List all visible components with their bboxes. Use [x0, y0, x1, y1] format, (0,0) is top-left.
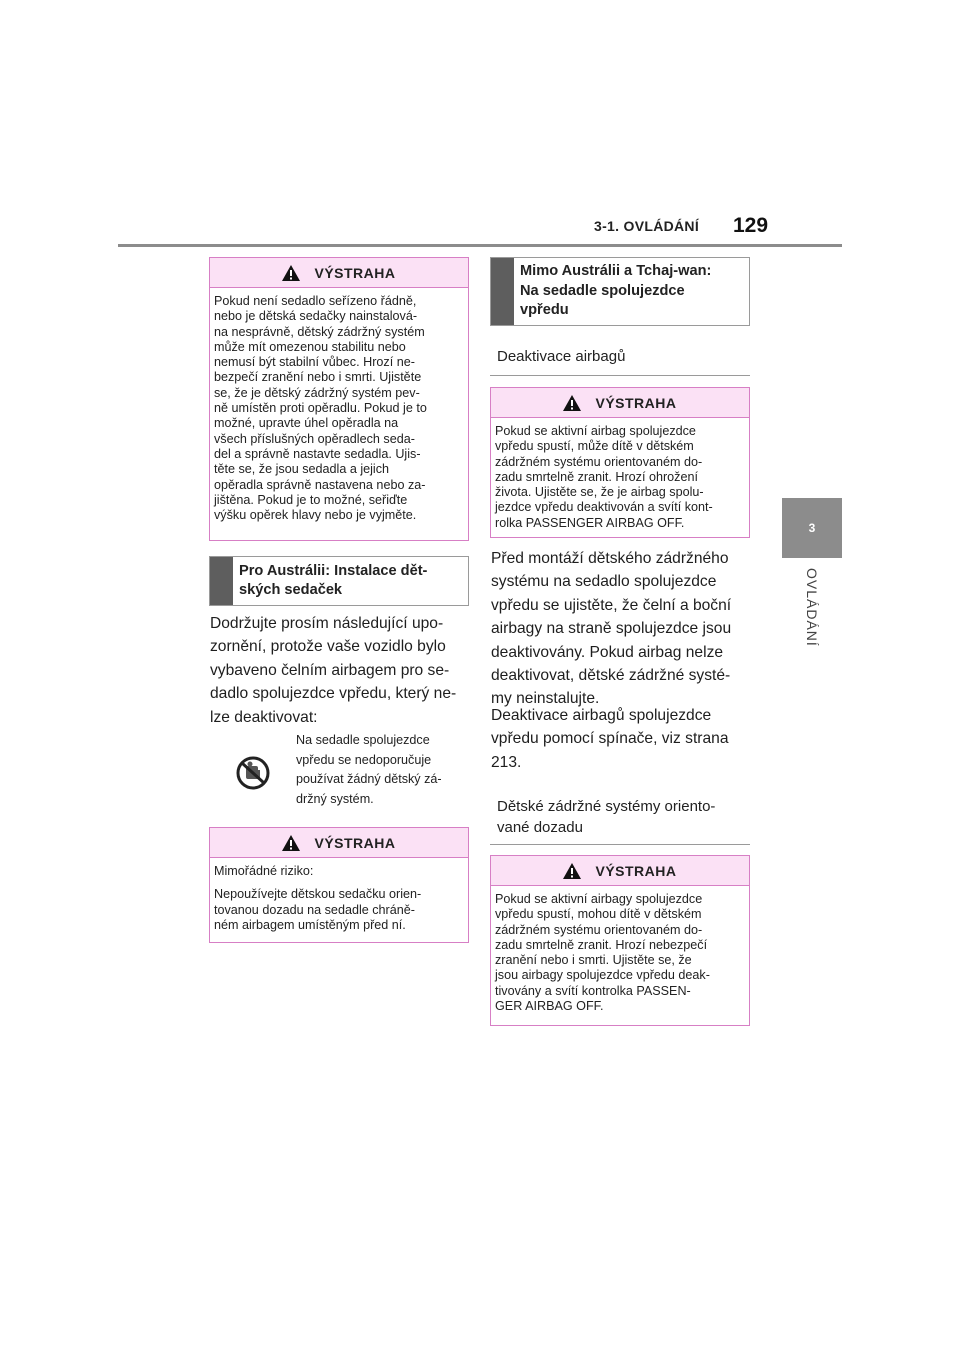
- line: Deaktivace airbagů spolujezdce: [491, 707, 712, 724]
- chapter-number: 3: [808, 521, 816, 535]
- paragraph-australia: [210, 612, 480, 729]
- warning-text: [491, 886, 749, 1014]
- line: tovanou dozadu na sedadle chráně-: [214, 902, 415, 917]
- heading-text: [514, 262, 717, 321]
- line: bezpečí zranění nebo i smrti. Ujistěte: [214, 370, 422, 385]
- icon-note: [296, 731, 466, 809]
- warning-header: [491, 856, 749, 886]
- line: Pokud se aktivní airbag spolujezdce: [495, 424, 696, 438]
- line: my neinstalujte.: [491, 690, 600, 708]
- line: del a správně nastavte sedadla. Ujis-: [214, 446, 421, 461]
- line: 213.: [491, 753, 522, 771]
- heading-line: vpředu: [520, 302, 569, 319]
- line: systému na sedadlo spolujezdce: [491, 573, 717, 591]
- subheading-airbag-deactivation: Deaktivace airbagů: [490, 347, 750, 376]
- line: těte se, že jsou sedadla a jejich: [214, 462, 390, 477]
- heading-line: Na sedadle spolujezdce: [520, 282, 685, 299]
- page-number: 129: [733, 214, 769, 237]
- warning-box-extreme-risk: [209, 827, 469, 943]
- heading-bar: [491, 258, 514, 325]
- line: jištěna. Pokud je to možné, seřiďte: [214, 492, 408, 507]
- line: ně umístěn proti opěradlu. Pokud je to: [214, 401, 427, 416]
- warning-box-airbag: [490, 387, 750, 538]
- line: zornění, protože vaše vozidlo bylo: [210, 638, 446, 656]
- heading-line: ských sedaček: [239, 582, 343, 598]
- line: airbagy na straně spolujezdce jsou: [491, 620, 732, 638]
- subheading-rear-facing: [490, 796, 750, 845]
- line: Nepoužívejte dětskou sedačku orien-: [214, 887, 422, 902]
- line: může mít omezenou stabilitu nebo: [214, 339, 406, 354]
- warning-text: [210, 288, 468, 523]
- line: života. Ujistěte se, že je airbag spolu-: [495, 485, 704, 500]
- line: Pokud není sedadlo seřízeno řádně,: [214, 294, 417, 308]
- line: jezdce vpředu deaktivován a svítí kont-: [495, 500, 713, 515]
- line: zádržném systému orientovaném do-: [495, 454, 703, 469]
- line: všech příslušných opěradlech seda-: [214, 431, 415, 446]
- line: deaktivovat, dětské zádržné systé-: [491, 667, 731, 685]
- chapter-label: [762, 568, 862, 658]
- warning-header: [210, 828, 468, 858]
- line: dadlo spolujezdce vpředu, který ne-: [210, 685, 457, 703]
- warning-header: [491, 388, 749, 418]
- heading-bar: [210, 557, 233, 605]
- line: Před montáží dětského zádržného: [491, 550, 729, 567]
- warning-title: VÝSTRAHA: [314, 834, 396, 851]
- chapter-label-text: OVLÁDÁNÍ: [804, 568, 820, 647]
- line: zadu smrtelně zranit. Hrozí nebezpečí: [495, 937, 708, 952]
- line: vybaveno čelním airbagem pro se-: [210, 661, 450, 679]
- line: se, že je dětský zádržný systém pev-: [214, 385, 420, 400]
- warning-triangle-icon: [282, 265, 300, 281]
- line: lze deaktivovat:: [210, 708, 318, 726]
- line: vpředu se ujistěte, že čelní a boční: [491, 596, 732, 614]
- line: vpředu spustí, může dítě v dětském: [495, 439, 694, 454]
- warning-box-seat: [209, 257, 469, 541]
- warning-triangle-icon: [282, 835, 300, 851]
- line: Pokud se aktivní airbagy spolujezdce: [495, 892, 703, 906]
- line: ném airbagem umístěným před ní.: [214, 917, 406, 932]
- line: vpředu se nedoporučuje: [296, 752, 432, 767]
- line: vpředu pomocí spínače, viz strana: [491, 730, 729, 748]
- line: držný systém.: [296, 791, 374, 806]
- line: zranění nebo i smrti. Ujistěte se, že: [495, 953, 692, 968]
- warning-triangle-icon: [563, 395, 581, 411]
- warning-header: [210, 258, 468, 288]
- warning-text: [210, 858, 468, 933]
- line: Dodržujte prosím následující upo-: [210, 615, 444, 632]
- heading-text: [233, 562, 433, 601]
- line: nemusí být stabilní vůbec. Hrozí ne-: [214, 355, 415, 370]
- line: jsou airbagy spolujezdce vpředu deak-: [495, 968, 710, 983]
- line: vpředu spustí, mohou dítě v dětském: [495, 907, 702, 922]
- header-rule: [118, 244, 842, 247]
- heading-line: Pro Austrálii: Instalace dět-: [239, 562, 428, 579]
- line: tivovány a svítí kontrolka PASSEN-: [495, 983, 691, 998]
- line: na nesprávně, dětský zádržný systém: [214, 324, 425, 339]
- heading-line: Mimo Austrálii a Tchaj-wan:: [520, 263, 712, 280]
- line: deaktivovány. Pokud airbag nelze: [491, 643, 724, 661]
- no-child-seat-icon: [236, 756, 270, 790]
- warning-box-rear-facing: [490, 855, 750, 1026]
- line: používat žádný dětský zá-: [296, 772, 442, 786]
- warning-paragraph: Mimořádné riziko:: [214, 864, 314, 878]
- subheading-line: Dětské zádržné systémy oriento-: [497, 798, 716, 815]
- section-title: 3-1. OVLÁDÁNÍ: [594, 218, 700, 234]
- warning-title: VÝSTRAHA: [595, 394, 677, 411]
- line: výšku opěrek hlavy nebo je vyjměte.: [214, 508, 417, 523]
- paragraph-switch-reference: [491, 704, 761, 774]
- warning-title: VÝSTRAHA: [314, 264, 396, 281]
- line: opěradla správně nastavena nebo za-: [214, 477, 426, 492]
- line: možné, upravte úhel opěradla na: [214, 416, 399, 431]
- chapter-tab: [782, 498, 842, 558]
- line: zádržném systému orientovaném do-: [495, 922, 703, 937]
- warning-title: VÝSTRAHA: [595, 862, 677, 879]
- line: nebo je dětská sedačky nainstalová-: [214, 309, 418, 324]
- warning-triangle-icon: [563, 863, 581, 879]
- heading-outside-australia: [490, 257, 750, 326]
- warning-text: [491, 418, 749, 531]
- subheading-line: vané dozadu: [497, 819, 583, 836]
- line: Na sedadle spolujezdce: [296, 733, 430, 747]
- paragraph-before-installation: [491, 547, 761, 711]
- heading-australia: [209, 556, 469, 606]
- line: rolka PASSENGER AIRBAG OFF.: [495, 515, 685, 530]
- line: zadu smrtelně zranit. Hrozí ohrožení: [495, 469, 698, 484]
- line: GER AIRBAG OFF.: [495, 999, 604, 1014]
